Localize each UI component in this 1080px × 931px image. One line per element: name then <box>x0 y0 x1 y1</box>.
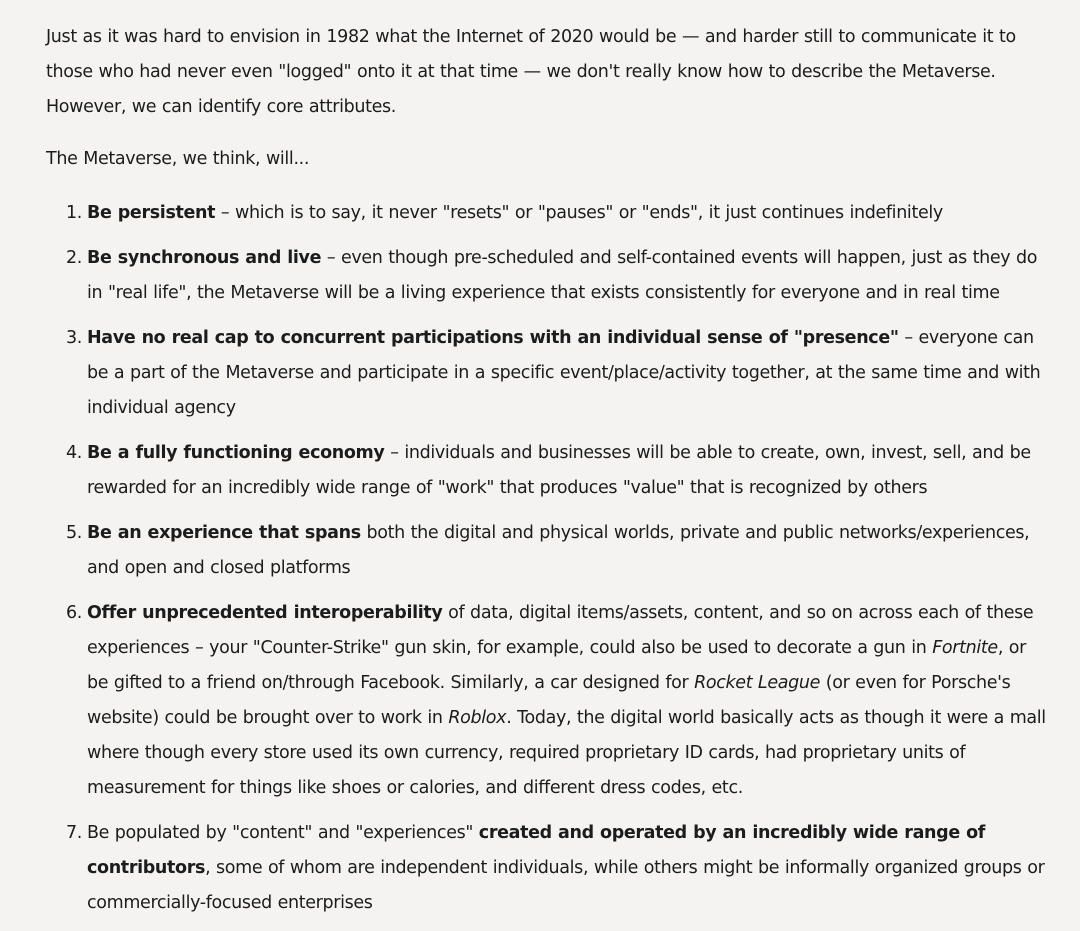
intro-paragraph: Just as it was hard to envision in 1982 what the Internet of 2020 would be — and harder still to communicate it to those who had never even "logged" onto it at that time — we don't really know how to describe the Metaverse. However, we can identify core attributes. <box>46 27 1016 117</box>
list-item-text: , some of whom are independent individuals, while others might be informally organized groups or commercially-focused enterprises <box>87 858 1045 913</box>
list-item-text: of data, digital items/assets, content, and so on across each of these experiences – your "Counter-Strike" gun skin, for example, could also be used to decorate a gun in <box>87 603 1034 658</box>
list-item-text: , or be gifted to a friend on/through Facebook. Similarly, a car designed for <box>87 638 1026 693</box>
list-item-text: – even though pre-scheduled and self-contained events will happen, just as they do in "real life", the Metaverse will be a living experience that exists consistently for everyone and in real time <box>87 248 1038 303</box>
list-item <box>46 241 1046 311</box>
list-item-heading: Be persistent <box>87 203 216 223</box>
list-item-text: – everyone can be a part of the Metaverse and participate in a specific event/place/activity together, at the same time and with individual agency <box>87 328 1041 418</box>
list-number: 7. <box>66 823 82 843</box>
list-item-heading: created and operated by an incredibly wide range of contributors <box>87 823 986 878</box>
list-item-text: Be populated by "content" and "experiences" <box>87 823 479 843</box>
list-item-text: . Today, the digital world basically acts as though it were a mall where though every store used its own currency, required proprietary ID cards, had proprietary units of measurement for things like shoes or calories, and different dress codes, etc. <box>87 708 1046 798</box>
list-number: 6. <box>66 603 82 623</box>
list-item <box>46 196 1046 231</box>
list-item <box>46 596 1046 806</box>
list-item <box>46 816 1046 921</box>
list-number: 3. <box>66 328 82 348</box>
list-item-heading: Offer unprecedented interoperability <box>87 603 443 623</box>
list-item-text: – which is to say, it never "resets" or "pauses" or "ends", it just continues indefinitely <box>215 203 943 223</box>
list-item-heading: Be an experience that spans <box>87 523 361 543</box>
list-number: 2. <box>66 248 82 268</box>
game-title-rocket-league: Rocket League <box>694 673 821 693</box>
article-body <box>46 20 1046 931</box>
list-number: 5. <box>66 523 82 543</box>
list-item-heading: Be a fully functioning economy <box>87 443 385 463</box>
game-title-fortnite: Fortnite <box>932 638 998 658</box>
list-number: 1. <box>66 203 82 223</box>
game-title-roblox: Roblox <box>448 708 507 728</box>
list-item-heading: Have no real cap to concurrent participations with an individual sense of "presence" <box>87 328 899 348</box>
list-item <box>46 516 1046 586</box>
list-item-heading: Be synchronous and live <box>87 248 322 268</box>
attributes-list <box>46 196 1046 921</box>
list-item <box>46 436 1046 506</box>
list-item-text: – individuals and businesses will be able to create, own, invest, sell, and be rewarded for an incredibly wide range of "work" that produces "value" that is recognized by others <box>87 443 1031 498</box>
list-item-text: both the digital and physical worlds, private and public networks/experiences, and open and closed platforms <box>87 523 1030 578</box>
list-item <box>46 321 1046 426</box>
list-number: 4. <box>66 443 82 463</box>
lead-paragraph: The Metaverse, we think, will... <box>46 149 310 169</box>
list-item-text: (or even for Porsche's website) could be brought over to work in <box>87 673 1011 728</box>
